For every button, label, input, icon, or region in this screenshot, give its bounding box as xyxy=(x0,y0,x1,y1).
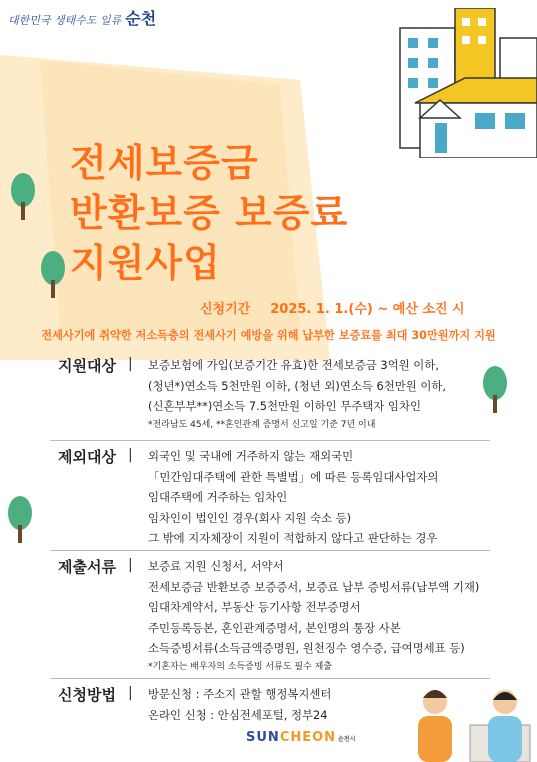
tree-icon xyxy=(8,172,38,222)
page-title xyxy=(70,138,390,288)
section-heading: 제출서류 xyxy=(58,558,116,576)
people-illustration xyxy=(410,680,537,762)
section-line: 보증보험에 가입(보증기간 유효)한 전세보증금 3억원 이하, xyxy=(148,358,439,372)
section-divider: | xyxy=(128,557,133,573)
title-line-3: 지원사업 xyxy=(70,241,221,285)
period-value: 2025. 1. 1.(수) ~ 예산 소진 시 xyxy=(270,302,465,317)
section-note: *기혼자는 배우자의 소득증빙 서류도 필수 제출 xyxy=(148,661,332,672)
section-heading: 지원대상 xyxy=(58,357,116,375)
section-line: 「민간임대주택에 관한 특별법」에 따른 등록임대사업자의 xyxy=(148,469,439,484)
application-period xyxy=(200,298,465,317)
suncheon-brand-logo xyxy=(246,730,355,745)
section-note: *전라남도 45세, **혼인관계 증명서 신고일 기준 7년 이내 xyxy=(148,419,376,430)
section-line: 그 밖에 지자체장이 지원이 적합하지 않다고 판단하는 경우 xyxy=(148,531,438,545)
divider-line xyxy=(50,550,490,551)
section-line: (신혼부부**)연소득 7.5천만원 이하인 무주택자 임차인 xyxy=(148,399,421,413)
section-line: 주민등록등본, 혼인관계증명서, 본인명의 통장 사본 xyxy=(148,620,401,635)
section-line: 방문신청 : 주소지 관할 행정복지센터 xyxy=(148,687,332,701)
logo-slogan: 대한민국 생태수도 일류 xyxy=(8,14,122,27)
tree-icon xyxy=(5,495,35,545)
section-heading: 신청방법 xyxy=(58,686,116,704)
section-line: 소득증빙서류(소득금액증명원, 원천징수 영수증, 급여명세표 등) xyxy=(148,641,465,655)
logo-city: 순천 xyxy=(125,9,157,28)
section-line: 임차인이 법인인 경우(회사 지원 숙소 등) xyxy=(148,510,352,525)
tree-icon xyxy=(480,365,510,415)
section-line: 임대차계약서, 부동산 등기사항 전부증명서 xyxy=(148,600,361,614)
brand-sub: 순천시 xyxy=(338,736,356,743)
divider-line xyxy=(50,678,490,679)
section-line: 임대주택에 거주하는 임차인 xyxy=(148,490,288,504)
period-label: 신청기간 xyxy=(200,302,251,317)
section-heading: 제외대상 xyxy=(58,448,116,466)
section-line: 온라인 신청 : 안심전세포털, 정부24 xyxy=(148,707,328,722)
section-divider: | xyxy=(128,685,133,701)
intro-text: 전세사기에 취약한 저소득층의 전세사기 예방을 위해 납부한 보증료를 최대 30만원까지 지원 xyxy=(41,329,496,342)
brand-name-a: SUN xyxy=(246,730,280,745)
section-line: 외국인 및 국내에 거주하지 않는 재외국민 xyxy=(148,449,354,463)
section-divider: | xyxy=(128,356,133,372)
section-divider: | xyxy=(128,447,133,463)
section-line: 전세보증금 반환보증 보증증서, 보증료 납부 증빙서류(납부액 기재) xyxy=(148,579,480,594)
city-logo xyxy=(8,6,156,29)
title-line-2: 반환보증 보증료 xyxy=(70,191,349,235)
section-line: 보증료 지원 신청서, 서약서 xyxy=(148,559,284,573)
section-line: (청년*)연소득 5천만원 이하, (청년 외)연소득 6천만원 이하, xyxy=(148,378,447,393)
title-line-1: 전세보증금 xyxy=(70,141,259,185)
tree-icon xyxy=(38,250,68,300)
brand-name-b: CHEON xyxy=(279,730,337,745)
buildings-illustration xyxy=(380,8,537,158)
divider-line xyxy=(50,440,490,441)
